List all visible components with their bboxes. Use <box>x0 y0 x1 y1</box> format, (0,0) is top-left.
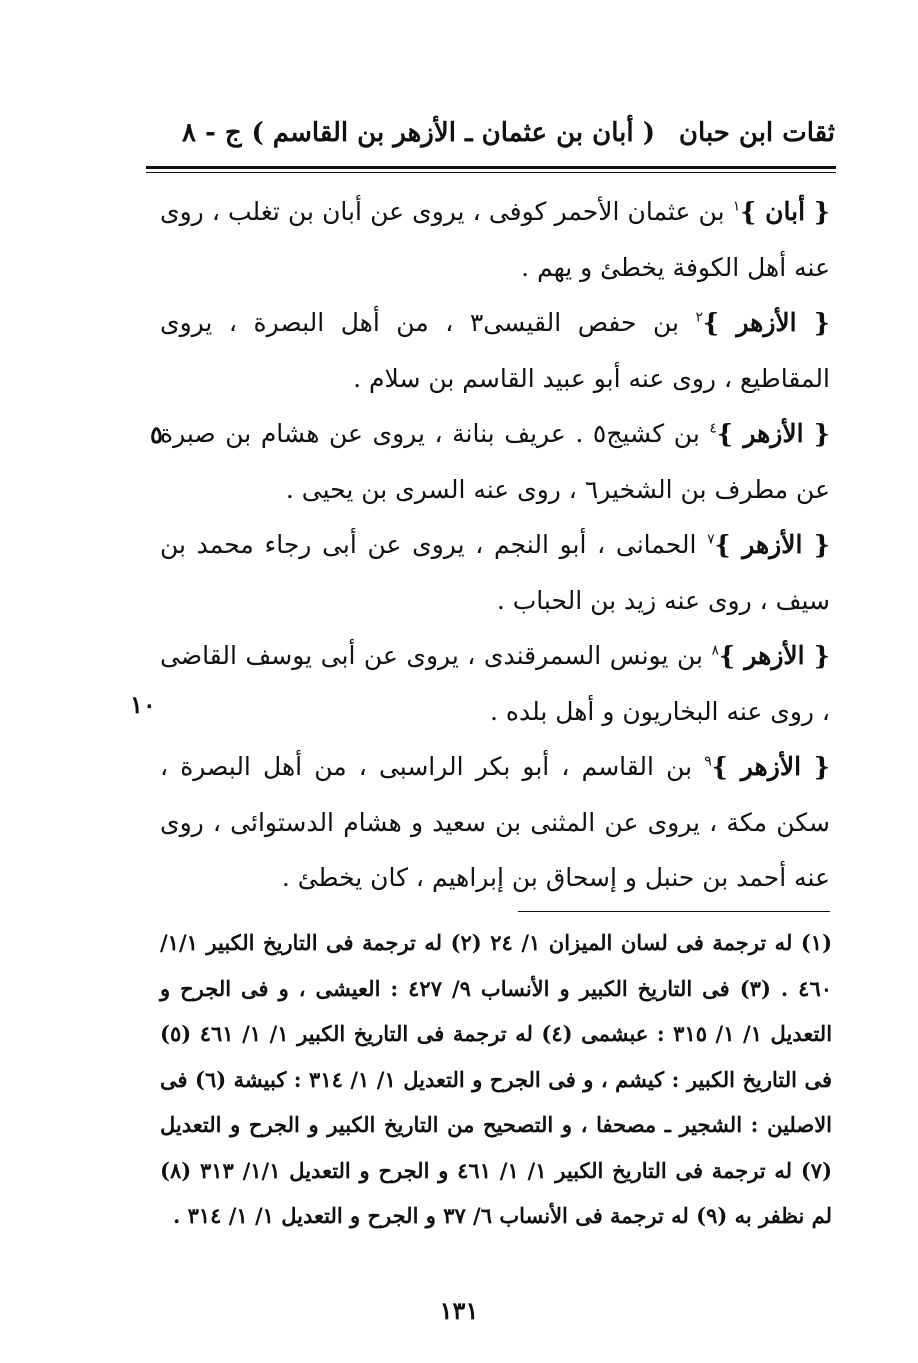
entry-text: بن عثمان الأحمر كوفى ، يروى عن أبان بن تغلب ، روى عنه أهل الكوفة يخطئ و يهم . <box>160 197 830 282</box>
running-header <box>150 112 835 156</box>
footnotes: (١) له ترجمة فى لسان الميزان ١/ ٢٤ (٢) له ترجمة فى التاريخ الكبير ١/١/ ٤٦٠ . (٣) فى التاريخ الكبير و الأنساب ٩/ ٤٢٧ : العيشى ، و فى الجرح و التعديل ١/ ١/ ٣١٥ : عبشمى (٤) له ترجمة فى التاريخ الكبير ١/ ١/ ٤٦١ (٥) فى التاريخ الكبير : كيشم ، و فى الجرح و التعديل ١/ ١/ ٣١٤ : كبيشة (٦) فى الاصلين : الشجير ـ مصحفا ، و التصحيح من التاريخ الكبير و الجرح و التعديل (٧) له ترجمة فى التاريخ الكبير ١/ ١/ ٤٦١ و الجرح و التعديل ١/١/ ٣١٣ (٨) لم نظفر به (٩) له ترجمة فى الأنساب ٦/ ٣٧ و الجرح و التعديل ١/ ١/ ٣١٤ . <box>160 930 833 1228</box>
volume-number: ج - ٨ <box>182 118 242 148</box>
footnote-ref: ٤ <box>709 420 717 437</box>
footnote-ref: ١ <box>732 198 741 215</box>
footnote-ref: ٢ <box>695 309 704 326</box>
entry-name: { الأزهر } <box>719 641 830 670</box>
book-title: ثقات ابن حبان <box>678 118 835 148</box>
footnote-rule <box>518 911 830 912</box>
entry-text: بن حفص القيسى٣ ، من أهل البصرة ، يروى المقاطيع ، روى عنه أبو عبيد القاسم بن سلام . <box>160 308 830 393</box>
margin-line-number-10: ١٠ <box>130 690 156 719</box>
page-number: ١٣١ <box>439 1296 479 1325</box>
entry-azhar-al-himmani <box>160 517 830 628</box>
entry-name: { الأزهر } <box>703 308 830 337</box>
entry-text: بن القاسم ، أبو بكر الراسبى ، من أهل البصرة ، سكن مكة ، يروى عن المثنى بن سعيد و هشام الدستوائى ، روى عنه أحمد بن حنبل و إسحاق بن إبراهيم ، كان يخطئ . <box>160 752 830 892</box>
entry-name: { أبان } <box>740 197 830 226</box>
margin-line-number-5: ٥ <box>150 420 163 449</box>
entry-azhar-bin-hafs <box>160 295 830 406</box>
entry-text: بن كشيج٥ . عريف بنانة ، يروى عن هشام بن صبرة عن مطرف بن الشخير٦ ، روى عنه السرى بن يحيى . <box>160 419 830 504</box>
header-subject: ( أبان بن عثمان ـ الأزهر بن القاسم ) <box>251 118 655 148</box>
entry-aban-bin-uthman <box>160 184 830 295</box>
entry-text: بن يونس السمرقندى ، يروى عن أبى يوسف القاضى ، روى عنه البخاريون و أهل بلده . <box>160 641 830 726</box>
footnote-ref: ٩ <box>704 753 712 770</box>
main-text <box>160 184 830 906</box>
entry-name: { الأزهر } <box>711 752 830 781</box>
entry-azhar-bin-al-qasim <box>160 739 830 906</box>
header-rule-thin <box>146 172 836 173</box>
entry-name: { الأزهر } <box>714 530 830 559</box>
footnote-ref: ٨ <box>711 642 720 659</box>
entry-name: { الأزهر } <box>716 419 830 448</box>
footnote-ref: ٧ <box>707 531 715 548</box>
entry-azhar-bin-yunus <box>160 628 830 739</box>
entry-azhar-bin-kushayj <box>160 406 830 517</box>
header-rule <box>146 166 836 169</box>
entry-text: الحمانى ، أبو النجم ، يروى عن أبى رجاء محمد بن سيف ، روى عنه زيد بن الحباب . <box>160 530 830 615</box>
